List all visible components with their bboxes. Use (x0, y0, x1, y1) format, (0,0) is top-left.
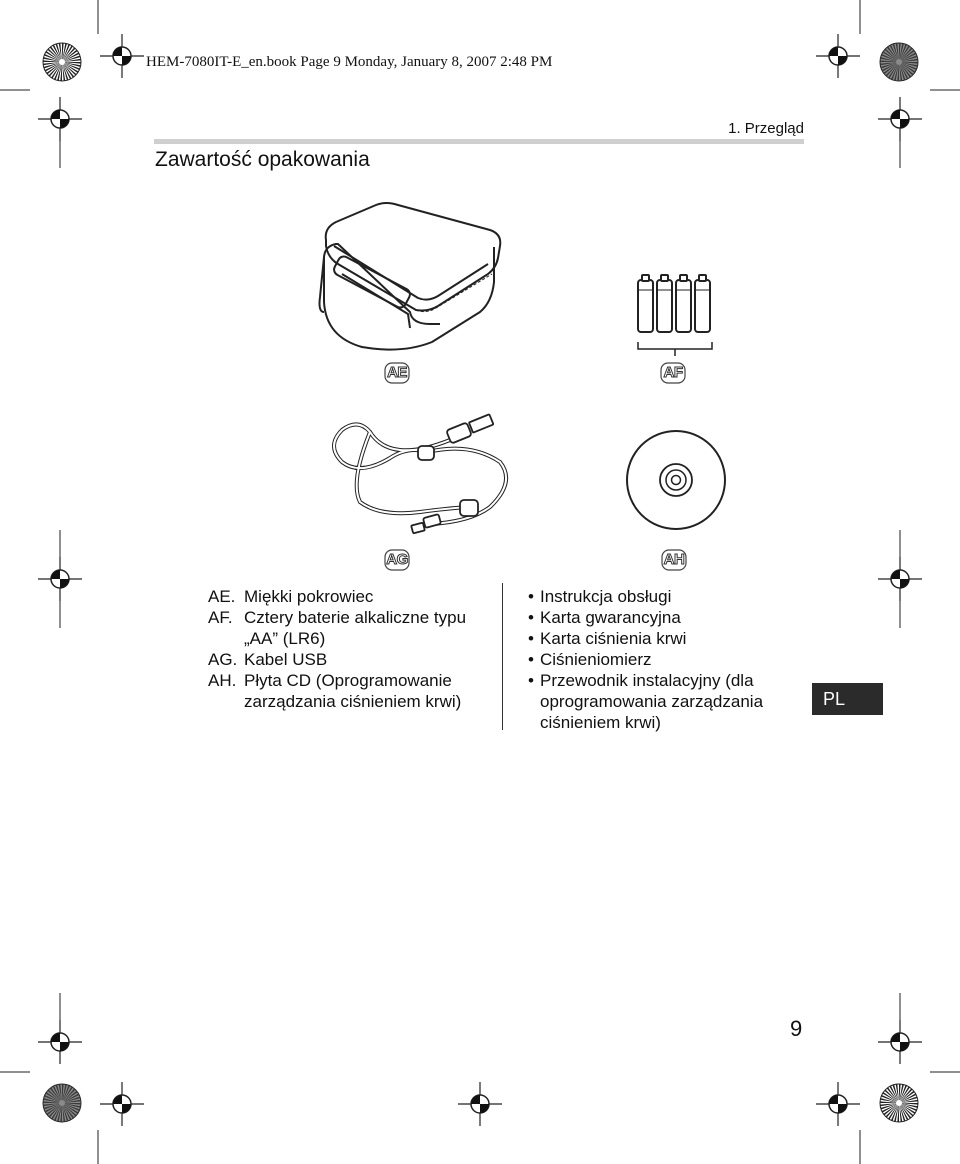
item-code: AH. (208, 671, 237, 690)
item-text: zarządzania ciśnieniem krwi) (244, 692, 462, 711)
list-item (528, 649, 803, 670)
item-text: Miękki pokrowiec (244, 587, 374, 606)
item-text: Karta ciśnienia krwi (540, 629, 687, 648)
title-rule (154, 139, 804, 144)
figure-label-cd: AH (663, 551, 685, 568)
item-text: Cztery baterie alkaliczne typu (244, 608, 467, 627)
list-item (528, 628, 803, 649)
usb-cable-illustration (320, 412, 520, 542)
batteries-illustration (632, 270, 722, 360)
item-text: Karta gwarancyjna (540, 608, 681, 627)
included-documents-list (528, 586, 803, 733)
list-item (528, 670, 803, 733)
item-text: Przewodnik instalacyjny (dla (540, 671, 754, 690)
page-number: 9 (790, 1016, 803, 1041)
soft-case-illustration (312, 202, 512, 352)
item-text: Ciśnieniomierz (540, 650, 652, 669)
figure-label-batteries: AF (660, 362, 686, 384)
item-text: „AA” (LR6) (244, 629, 326, 648)
bullet-icon: • (528, 608, 534, 627)
cd-illustration (624, 428, 728, 532)
item-text: Kabel USB (244, 650, 328, 669)
list-item (208, 586, 498, 607)
item-text: Instrukcja obsługi (540, 587, 672, 606)
item-code: AG. (208, 650, 238, 669)
section-label: 1. Przegląd (728, 120, 804, 137)
figure-label-case: AE (384, 362, 410, 384)
print-file-info: HEM-7080IT-E_en.book Page 9 Monday, January 8, 2007 2:48 PM (146, 54, 553, 70)
list-item (208, 607, 498, 649)
bullet-icon: • (528, 587, 534, 606)
item-text: Płyta CD (Oprogramowanie (244, 671, 452, 690)
package-contents-list (208, 586, 498, 712)
list-item (528, 607, 803, 628)
item-code: AF. (208, 608, 233, 627)
list-item (208, 649, 498, 670)
bullet-icon: • (528, 629, 534, 648)
page-title: Zawartość opakowania (155, 148, 370, 171)
item-text: ciśnieniem krwi) (540, 713, 661, 732)
language-tab: PL (812, 683, 883, 715)
list-item (208, 670, 498, 712)
list-item (528, 586, 803, 607)
bullet-icon: • (528, 650, 534, 669)
item-text: oprogramowania zarządzania (540, 692, 764, 711)
bullet-icon: • (528, 671, 534, 690)
column-divider (502, 583, 503, 730)
item-code: AE. (208, 587, 236, 606)
figure-label-usb-cable: AG (386, 551, 408, 568)
